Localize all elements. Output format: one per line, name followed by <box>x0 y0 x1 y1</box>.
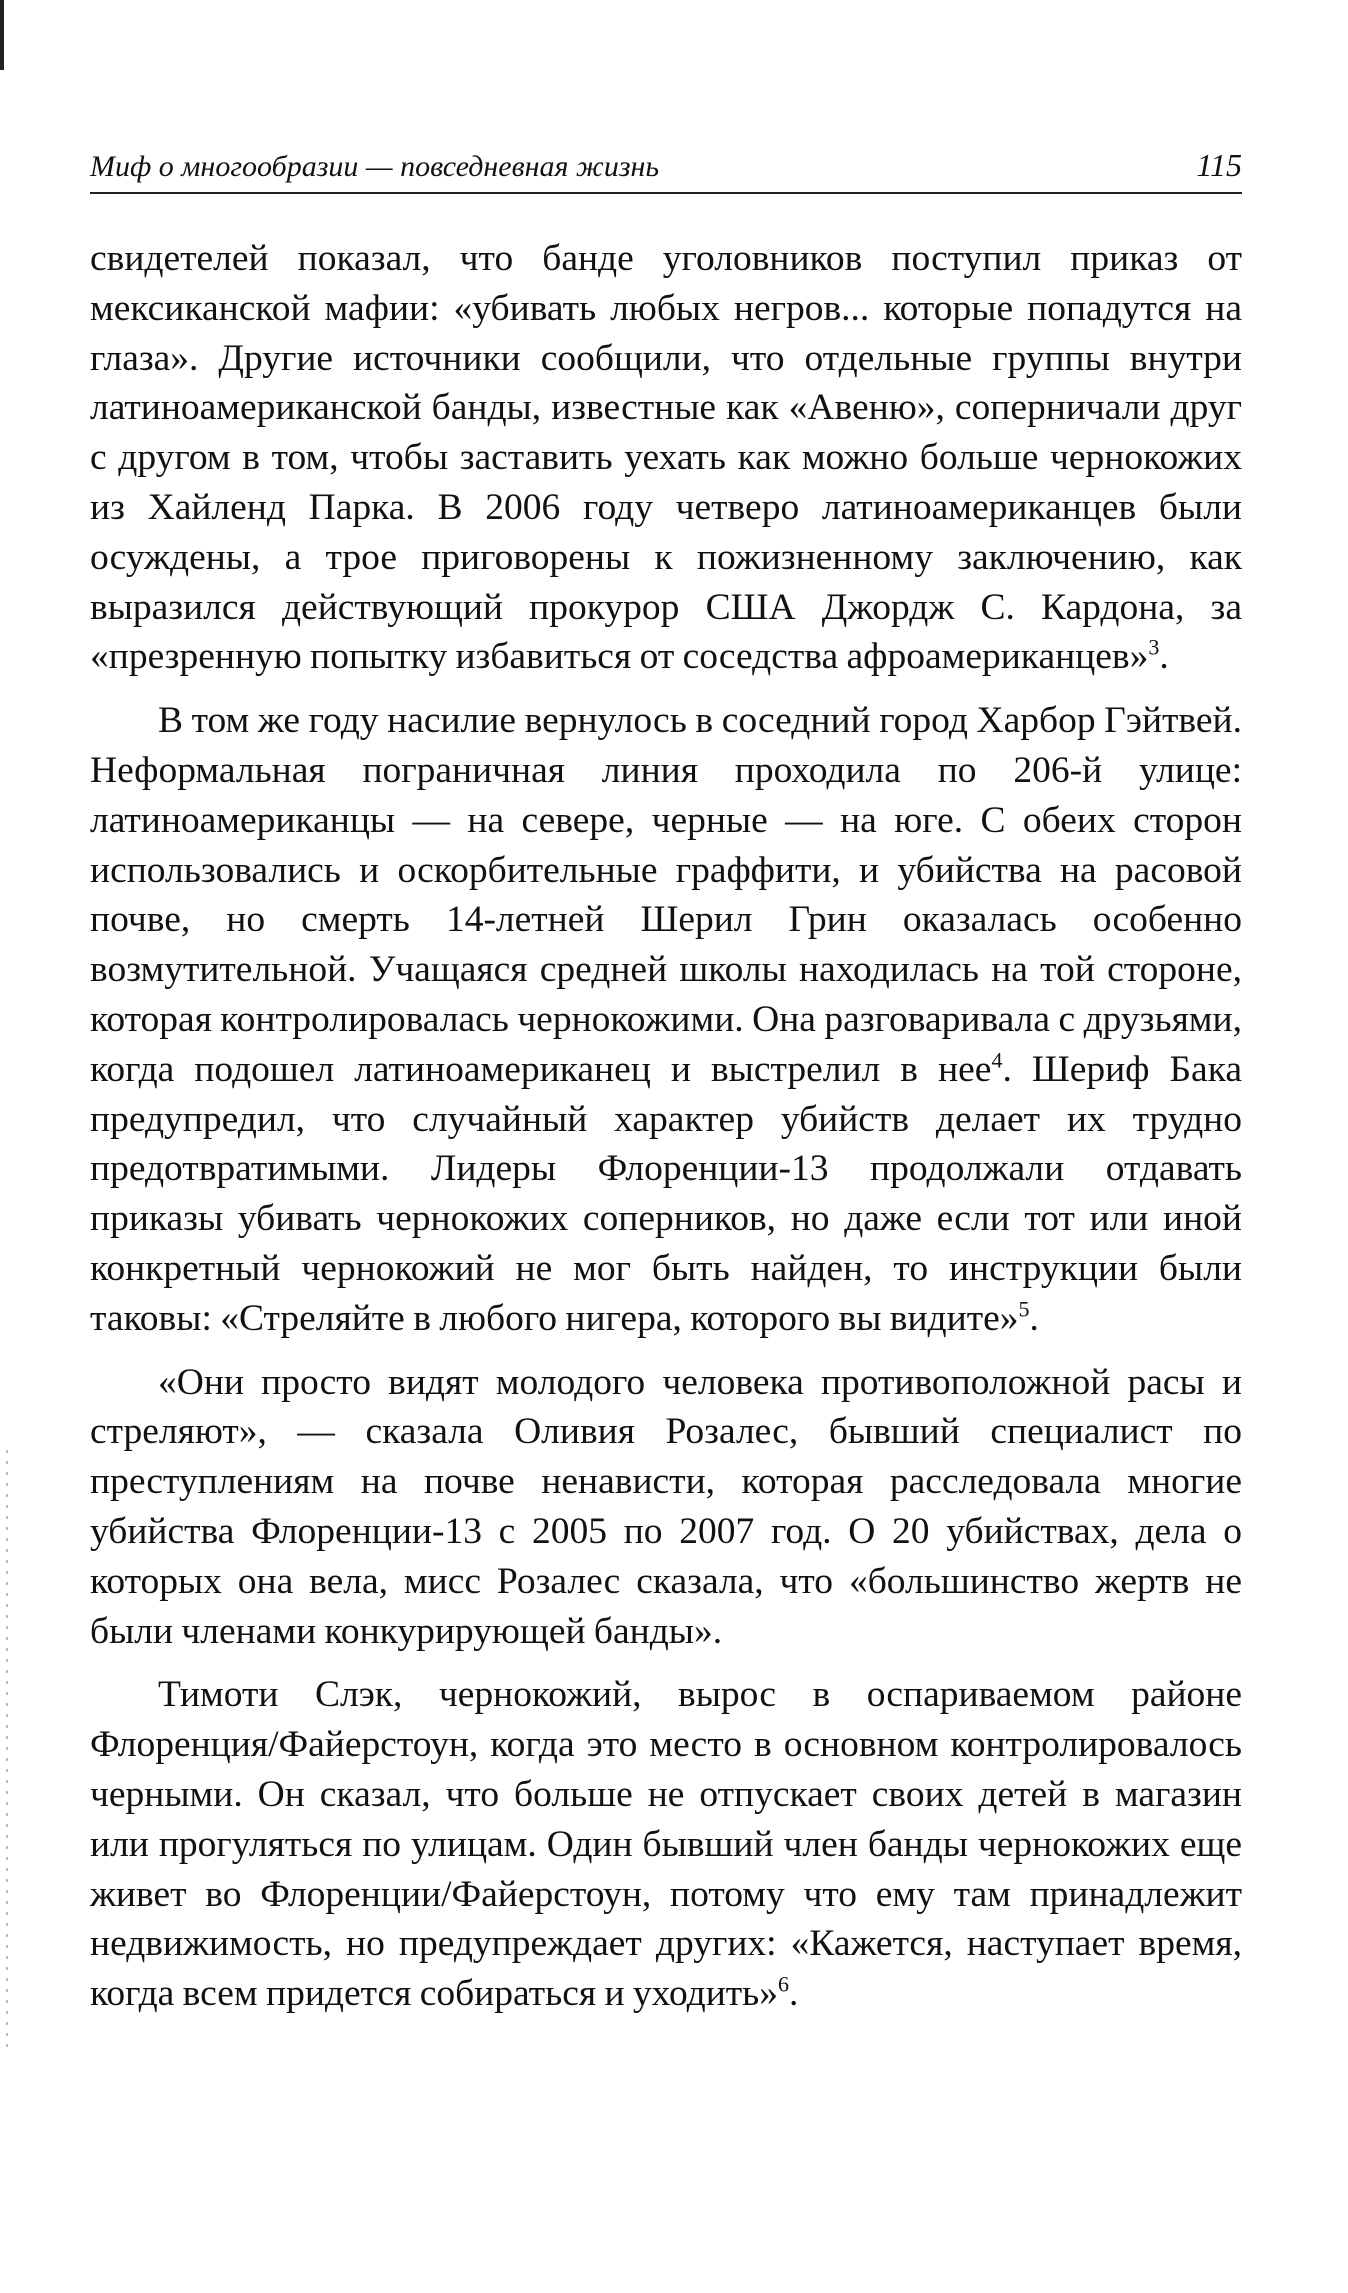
paragraph-tail: . <box>1159 636 1169 678</box>
paragraph-tail: . <box>1029 1297 1039 1339</box>
paragraph-text: «Они просто видят молодого человека противоположной расы и стреляют», — сказала Оливия Розалес, бывший специалист по преступлениям на почве ненависти, которая расследовала многие убийства Флоренции-13 с 2005 по 2007 год. О 20 убийствах, дела о которых она вела, мисс Розалес сказала, что «большинство жертв не были членами конкурирующей банды». <box>90 1361 1242 1652</box>
paragraph-text: Тимоти Слэк, чернокожий, вырос в оспариваемом районе Флоренция/Файерстоун, когда это место в основном контролировалось черными. Он сказал, что больше не отпускает своих детей в магазин или прогуляться по улицам. Один бывший член банды чернокожих еще живет во Флоренции/Файерстоун, потому что ему там принадлежит недвижимость, но предупреждает других: «Кажется, наступает время, когда всем придется собираться и уходить» <box>90 1674 1242 2015</box>
book-page <box>90 140 1242 2019</box>
paragraph-4 <box>90 1670 1242 2019</box>
footnote-ref: 6 <box>778 1971 790 1997</box>
paragraph-text: свидетелей показал, что банде уголовников поступил приказ от мексиканской мафии: «убивать любых негров... которые попадутся на глаза». Другие источники сообщили, что отдельные группы внутри латиноамериканской банды, известные как «Авеню», соперничали друг с другом в том, чтобы заставить уехать как можно больше чернокожих из Хайленд Парка. В 2006 году четверо латиноамериканцев были осуждены, а трое приговорены к пожизненному заключению, как выразился действующий прокурор США Джордж С. Кардона, за «презренную попытку избавиться от соседства афроамериканцев» <box>90 238 1242 678</box>
running-header <box>90 140 1242 194</box>
footnote-ref: 4 <box>991 1047 1003 1073</box>
paragraph-1 <box>90 234 1242 682</box>
running-title: Миф о многообразии — повседневная жизнь <box>90 150 660 183</box>
paragraph-tail: . <box>789 1973 799 2015</box>
page-number: 115 <box>1196 147 1242 183</box>
paragraph-tail: . Шериф Бака предупредил, что случайный характер убийств делает их трудно предотвратимыми. Лидеры Флоренции-13 продолжали отдавать приказы убивать чернокожих соперников, но даже если тот или иной конкретный чернокожий не мог быть найден, то инструкции были таковы: «Стреляйте в любого нигера, которого вы видите» <box>90 1048 1242 1339</box>
paragraph-text: В том же году насилие вернулось в соседний город Харбор Гэйтвей. Неформальная пограничная линия проходила по 206-й улице: латиноамериканцы — на севере, черные — на юге. С обеих сторон использовались и оскорбительные граффити, и убийства на расовой почве, но смерть 14-летней Шерил Грин оказалась особенно возмутительной. Учащаяся средней школы находилась на той стороне, которая контролировалась чернокожими. Она разговаривала с друзьями, когда подошел латиноамериканец и выстрелил в нее <box>90 700 1242 1090</box>
paragraph-2 <box>90 696 1242 1343</box>
paragraph-3 <box>90 1358 1242 1657</box>
scan-edge-mark <box>0 0 4 70</box>
scan-dust-marks <box>6 1450 8 2050</box>
footnote-ref: 3 <box>1148 634 1160 660</box>
footnote-ref: 5 <box>1018 1296 1030 1322</box>
